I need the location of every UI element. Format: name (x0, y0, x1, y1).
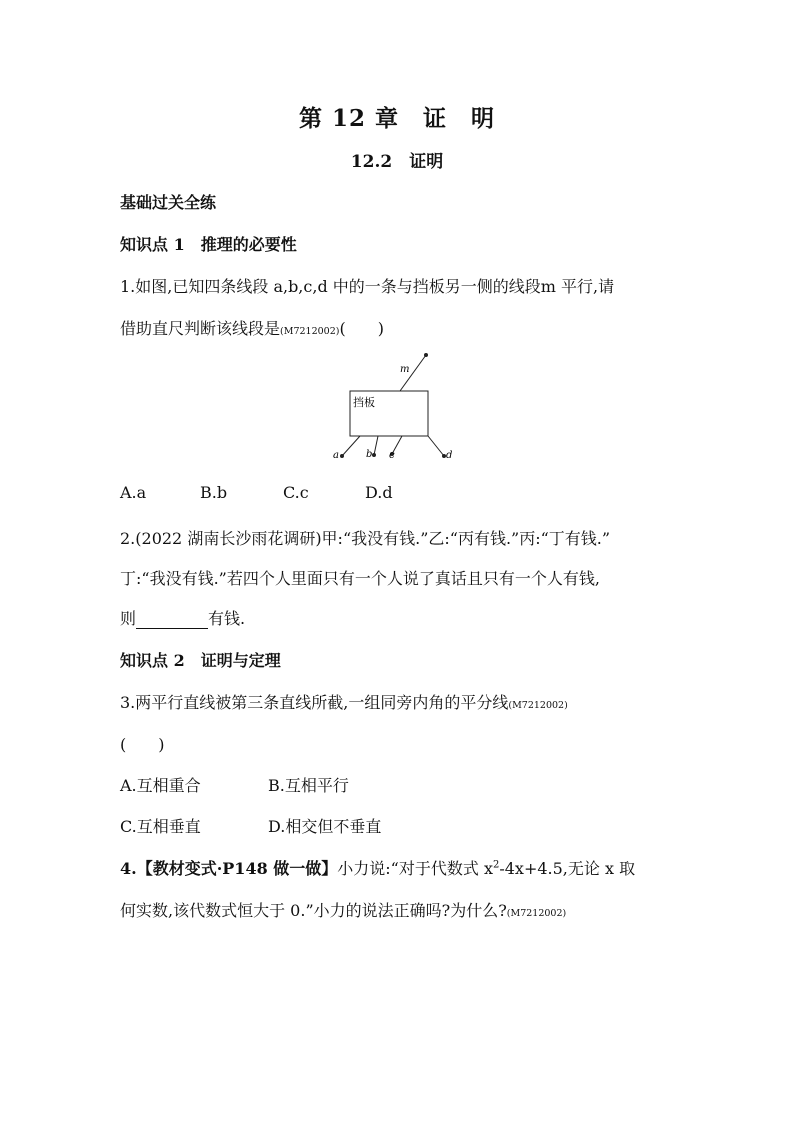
question-4-text-b: -4x+4.5,无论 x 取 (499, 859, 636, 878)
question-1-line-2 (120, 316, 384, 339)
label-m: m (400, 364, 410, 375)
chapter-title: 第 12 章 证 明 (298, 105, 496, 132)
knowledge-point-1: 知识点 1 推理的必要性 (120, 235, 297, 254)
q1-option-c: C.c (283, 483, 309, 502)
label-d: d (446, 450, 453, 461)
segment-b-endpoint (372, 453, 376, 457)
question-2-line-3-pre: 则 (120, 609, 137, 628)
label-a: a (333, 450, 339, 461)
segment-d (428, 436, 444, 456)
q3-option-b: B.互相平行 (268, 776, 349, 795)
answer-paren: ( ) (120, 735, 165, 754)
segment-a (342, 436, 360, 456)
q1-option-b: B.b (200, 483, 228, 502)
question-code: (M7212002) (508, 700, 568, 711)
segment-a-endpoint (340, 454, 344, 458)
question-2-line-3 (120, 606, 245, 629)
question-4-line-2 (120, 898, 566, 921)
question-4-text-c: 何实数,该代数式恒大于 0.”小力的说法正确吗?为什么? (120, 901, 507, 920)
q1-option-a: A.a (120, 483, 147, 502)
segment-m-endpoint (424, 353, 428, 357)
knowledge-point-2: 知识点 2 证明与定理 (120, 651, 281, 670)
answer-blank (136, 612, 208, 629)
label-c: c (389, 450, 395, 461)
q3-option-d: D.相交但不垂直 (268, 817, 382, 836)
exponent: 2 (492, 859, 500, 871)
q3-option-a: A.互相重合 (120, 776, 201, 795)
question-4-tag: 4.【教材变式·P148 做一做】 (120, 859, 338, 878)
question-4-text-a: 小力说:“对于代数式 x (337, 859, 493, 878)
question-2-line-3-post: 有钱. (208, 609, 246, 628)
label-b: b (366, 449, 373, 460)
exercise-subtitle: 基础过关全练 (120, 193, 217, 212)
q3-option-c: C.互相垂直 (120, 817, 201, 836)
question-1-text: 借助直尺判断该线段是 (120, 319, 281, 338)
question-code: (M7212002) (506, 908, 567, 919)
question-4-line-1 (120, 856, 635, 879)
q1-option-d: D.d (365, 483, 393, 502)
question-2-line-1: 2.(2022 湖南长沙雨花调研)甲:“我没有钱.”乙:“丙有钱.”丙:“丁有钱.” (120, 529, 611, 548)
question-3-line-1 (120, 690, 568, 713)
answer-paren: ( ) (339, 319, 384, 338)
question-3-text: 3.两平行直线被第三条直线所截,一组同旁内角的平分线 (120, 693, 509, 712)
label-baffle: 挡板 (353, 396, 375, 409)
question-1-line-1: 1.如图,已知四条线段 a,b,c,d 中的一条与挡板另一侧的线段m 平行,请 (120, 277, 615, 296)
segment-b (374, 436, 378, 455)
section-title: 12.2 证明 (350, 152, 444, 172)
baffle-figure (330, 348, 460, 466)
question-code: (M7212002) (280, 326, 340, 337)
question-2-line-2: 丁:“我没有钱.”若四个人里面只有一个人说了真话且只有一个人有钱, (120, 569, 600, 588)
